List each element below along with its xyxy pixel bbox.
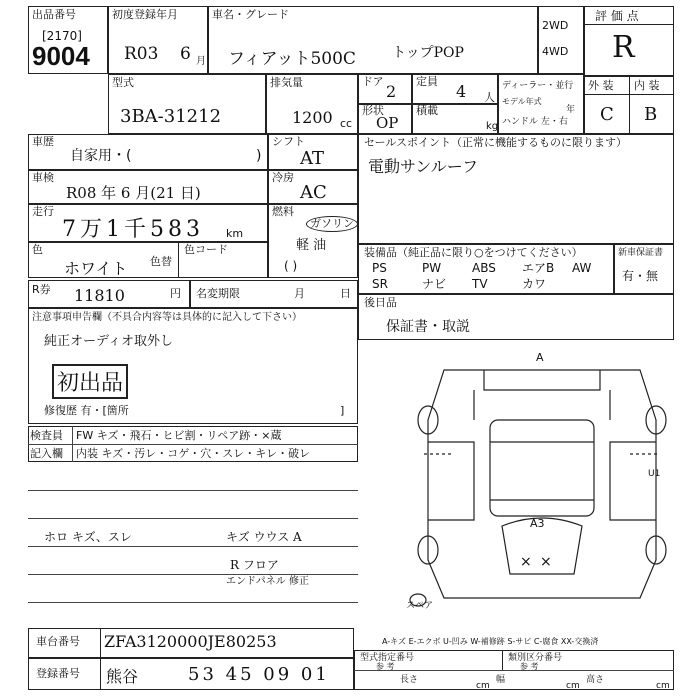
fuel-gasoline: ガソリン [306, 216, 358, 232]
drive-2wd: 2WD [542, 19, 569, 32]
inspection-label: 車検 [32, 171, 54, 184]
reg-place: 熊谷 [106, 667, 139, 686]
nameplate-label: 名変期限 [196, 287, 240, 300]
capacity-label: 定員 [416, 75, 438, 88]
interior-value: B [644, 104, 658, 125]
mileage-value: 7万1千583 [62, 217, 204, 242]
mileage-label: 走行 [32, 205, 54, 218]
model-year-unit: 年 [566, 105, 576, 115]
displacement-value: 1200 [292, 108, 333, 127]
ac-label: 冷房 [272, 171, 294, 184]
car-diagram [404, 350, 680, 614]
repair-label: 修復歴 有・[箇所 [44, 404, 129, 417]
recycle-label: R券 [32, 283, 51, 296]
first-listing: 初出品 [52, 364, 128, 399]
length-unit: cm [476, 681, 490, 691]
equip-item: ABS [472, 261, 496, 275]
shape-value: OP [376, 114, 399, 132]
shift-value: AT [300, 148, 325, 169]
equip-item: AW [572, 261, 592, 275]
history-close: ) [256, 148, 262, 164]
selling-label: セールスポイント（正常に機能するものに限ります） [364, 136, 628, 149]
first-reg-month-unit: 月 [196, 56, 206, 67]
first-reg-label: 初度登録年月 [112, 8, 178, 21]
recorder-label: 記入欄 [30, 447, 63, 460]
inspector-row: FW キズ・飛石・ヒビ割・リペア跡・×蔵 [76, 429, 282, 442]
first-reg-era: R03 [124, 44, 159, 64]
color-code-label: 色コード [184, 243, 228, 256]
nameplate-month: 月 [294, 287, 305, 300]
diagram-mark-x1: × [520, 554, 532, 570]
equip-item: エアB [522, 261, 555, 275]
equip-item: SR [372, 277, 388, 291]
lot-number: 9004 [32, 41, 90, 71]
chassis-value: ZFA3120000JE80253 [104, 632, 277, 651]
repair-close: ] [340, 404, 345, 417]
comment-1: ホロ キズ、スレ [44, 530, 132, 544]
warranty-value: 有・無 [622, 269, 659, 283]
diagram-mark-u1: U1 [648, 469, 661, 479]
history-value: 自家用・( [70, 148, 132, 164]
fuel-paren: ( ) [284, 259, 298, 273]
fuel-diesel: 軽 油 [296, 238, 327, 253]
load-unit: kg [486, 121, 499, 132]
diagram-mark-a3: A3 [530, 517, 545, 530]
diagram-mark-x2: × [540, 554, 552, 570]
width-unit: cm [566, 681, 580, 691]
displacement-label: 排気量 [270, 76, 303, 89]
grade: トップPOP [392, 45, 464, 61]
chassis-label: 車台番号 [36, 635, 80, 648]
class-ref: 参 考 [520, 662, 539, 671]
equip-item: カワ [522, 277, 547, 291]
car-name-label: 車名・グレード [212, 8, 289, 21]
shift-label: シフト [272, 135, 305, 148]
model-label: 型式 [112, 76, 134, 89]
declare-label: 注意事項申告欄（不具合内容等は具体的に記入して下さい） [32, 312, 302, 323]
km-label: km [226, 227, 244, 240]
recycle-value: 11810 [74, 286, 125, 305]
nameplate-day: 日 [340, 287, 351, 300]
color-value: ホワイト [64, 259, 128, 278]
shape-label: 形状 [362, 104, 384, 117]
diagram-mark-spare: スペア [406, 601, 434, 611]
doors-value: 2 [386, 82, 397, 101]
selling-box [358, 134, 674, 244]
selling-point: 電動サンルーフ [368, 157, 479, 176]
height-label: 高さ [586, 675, 605, 685]
capacity-unit: 人 [484, 91, 495, 104]
lot-label: 出品番号 [32, 8, 76, 21]
import-label: ディーラー・並行 [502, 81, 574, 91]
rating-label: 評 価 点 [595, 9, 639, 23]
history-box [28, 134, 268, 170]
exterior-label: 外 装 [588, 79, 614, 92]
recorder-row: 内装 キズ・汚レ・コゲ・穴・スレ・キレ・破レ [76, 447, 311, 460]
type-cert-label: 型式指定番号 [360, 653, 415, 663]
model-year-label: モデル年式 [502, 97, 542, 106]
reg-number: 53 45 09 01 [188, 664, 330, 685]
equip-item: PS [372, 261, 387, 275]
class-label: 類別区分番号 [508, 653, 563, 663]
interior-label: 内 装 [634, 79, 660, 92]
recycle-unit: 円 [170, 287, 181, 300]
comment-3: R フロア [230, 558, 279, 572]
height-unit: cm [656, 681, 670, 691]
type-cert-ref: 参 考 [376, 662, 395, 671]
load-label: 積載 [416, 104, 438, 117]
exterior-value: C [600, 104, 614, 125]
fuel-label: 燃料 [272, 205, 294, 218]
ac-value: AC [300, 182, 327, 203]
model-value: 3BA-31212 [120, 106, 222, 127]
handle-label: ハンドル 左・右 [502, 117, 568, 127]
history-label: 車歴 [32, 135, 54, 148]
rating-value: R [612, 30, 635, 65]
length-label: 長さ [400, 675, 419, 685]
color-label: 色 [32, 243, 43, 256]
diagram-mark-a-top: A [536, 351, 544, 364]
inspector-label: 検査員 [30, 429, 63, 442]
capacity-value: 4 [456, 82, 467, 101]
drive-box [538, 6, 584, 74]
inspection-value: R08 年 6 月(21 日) [66, 184, 201, 202]
comment-4: エンドパネル 修正 [226, 576, 309, 587]
cc-label: cc [340, 117, 353, 130]
drive-4wd: 4WD [542, 45, 569, 58]
equip-item: ナビ [422, 277, 447, 291]
equip-item: PW [422, 261, 442, 275]
lot-code: [2170] [42, 29, 82, 43]
doors-label: ドア [362, 75, 384, 88]
warranty-label: 新車保証書 [618, 248, 664, 258]
damage-legend: A-キズ E-エクボ U-凹み W-補修跡 S-サビ C-腐食 XX-交換済 [382, 637, 599, 646]
reg-label: 登録番号 [36, 667, 80, 680]
car-name: フィアット500C [228, 49, 356, 69]
equip-item: TV [472, 277, 488, 291]
width-label: 幅 [496, 675, 506, 685]
equip-label: 装備品（純正品に限り○をつけてください） [364, 246, 583, 259]
after-label: 後日品 [364, 296, 397, 309]
first-reg-month: 6 [180, 44, 191, 64]
declare-text: 純正オーディオ取外し [44, 334, 173, 349]
color-change-label: 色替 [150, 255, 172, 268]
comment-2: キズ ウウス A [226, 530, 302, 544]
after-value: 保証書・取説 [386, 319, 470, 335]
